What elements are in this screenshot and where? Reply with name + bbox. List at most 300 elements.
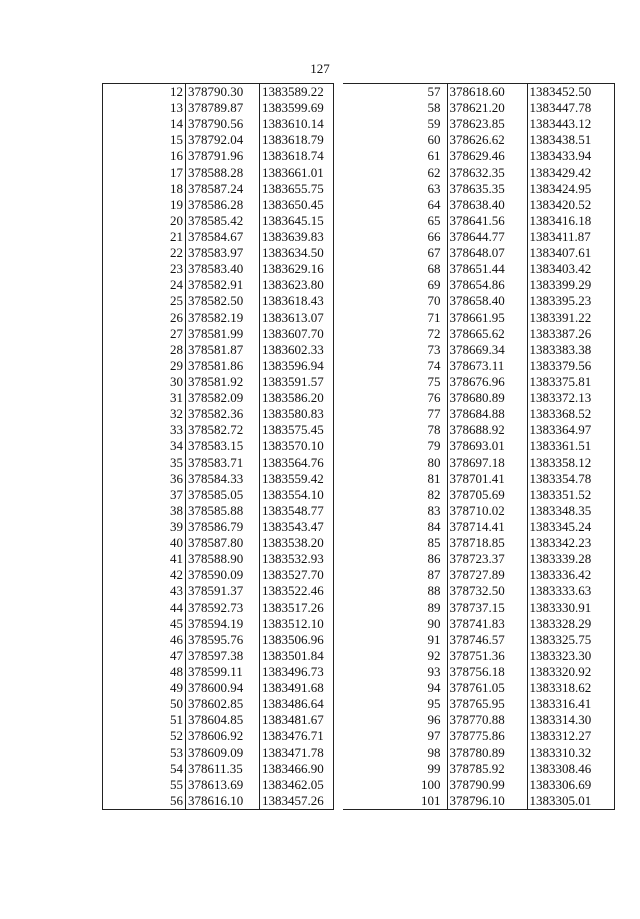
y-coordinate-cell: 1383447.78 [527, 100, 614, 116]
x-coordinate-cell: 378611.35 [186, 761, 260, 777]
table-row [343, 422, 614, 438]
table-row [103, 616, 334, 632]
y-coordinate-cell: 1383476.71 [260, 728, 334, 744]
point-number-cell: 41 [170, 551, 183, 567]
point-number-cell: 52 [170, 728, 183, 744]
x-coordinate-cell: 378581.92 [186, 374, 260, 390]
table-row [343, 438, 614, 454]
table-row [343, 229, 614, 245]
x-coordinate-cell: 378635.35 [447, 181, 527, 197]
x-coordinate-cell: 378638.40 [447, 197, 527, 213]
x-coordinate-cell: 378600.94 [186, 680, 260, 696]
y-coordinate-cell: 1383607.70 [260, 326, 334, 342]
x-coordinate-cell: 378584.33 [186, 471, 260, 487]
y-coordinate-cell: 1383345.24 [527, 519, 614, 535]
y-coordinate-cell: 1383416.18 [527, 213, 614, 229]
y-coordinate-cell: 1383554.10 [260, 487, 334, 503]
table-row [343, 487, 614, 503]
y-coordinate-cell: 1383559.42 [260, 471, 334, 487]
table-row [343, 310, 614, 326]
x-coordinate-cell: 378583.71 [186, 455, 260, 471]
point-number-cell: 15 [170, 132, 183, 148]
table-row [343, 535, 614, 551]
blank-cell [103, 793, 167, 810]
y-coordinate-cell: 1383452.50 [527, 84, 614, 101]
table-row [343, 358, 614, 374]
x-coordinate-cell: 378604.85 [186, 712, 260, 728]
table-row [103, 583, 334, 599]
x-coordinate-cell: 378613.69 [186, 777, 260, 793]
point-number-cell: 83 [427, 502, 441, 518]
y-coordinate-cell: 1383318.62 [527, 680, 614, 696]
x-coordinate-cell: 378594.19 [186, 616, 260, 632]
table-row [103, 84, 334, 101]
table-row [343, 390, 614, 406]
table-row [343, 100, 614, 116]
point-number-cell: 57 [427, 84, 441, 100]
table-row [103, 406, 334, 422]
x-coordinate-cell: 378586.79 [186, 519, 260, 535]
x-coordinate-cell: 378684.88 [447, 406, 527, 422]
y-coordinate-cell: 1383358.12 [527, 455, 614, 471]
table-row [343, 277, 614, 293]
x-coordinate-cell: 378718.85 [447, 535, 527, 551]
blank-cell [103, 777, 167, 793]
y-coordinate-cell: 1383323.30 [527, 648, 614, 664]
point-number-cell: 68 [427, 261, 441, 277]
y-coordinate-cell: 1383420.52 [527, 197, 614, 213]
x-coordinate-cell: 378583.40 [186, 261, 260, 277]
point-number-cell: 22 [170, 245, 183, 261]
y-coordinate-cell: 1383548.77 [260, 503, 334, 519]
x-coordinate-cell: 378710.02 [447, 503, 527, 519]
table-row [103, 310, 334, 326]
point-number-cell: 78 [427, 422, 441, 438]
blank-cell [103, 245, 167, 261]
point-number-cell: 24 [170, 277, 183, 293]
blank-cell [103, 132, 167, 148]
point-number-cell: 39 [170, 519, 183, 534]
y-coordinate-cell: 1383316.41 [527, 696, 614, 712]
coordinates-table-right [343, 83, 615, 810]
blank-cell [103, 744, 167, 760]
y-coordinate-cell: 1383639.83 [260, 229, 334, 245]
blank-cell [103, 116, 167, 132]
table-row [343, 648, 614, 664]
point-number-cell: 85 [427, 535, 441, 551]
table-row [343, 761, 614, 777]
y-coordinate-cell: 1383433.94 [527, 148, 614, 164]
y-coordinate-cell: 1383328.29 [527, 616, 614, 632]
table-row [343, 793, 614, 810]
point-number-cell: 60 [427, 132, 441, 148]
x-coordinate-cell: 378584.67 [186, 229, 260, 245]
x-coordinate-cell: 378585.42 [186, 213, 260, 229]
table-row [103, 471, 334, 487]
table-row [103, 197, 334, 213]
point-number-cell: 80 [427, 454, 441, 470]
table-row [103, 744, 334, 760]
y-coordinate-cell: 1383599.69 [260, 100, 334, 116]
x-coordinate-cell: 378587.24 [186, 181, 260, 197]
blank-cell [103, 213, 167, 229]
table-row [343, 148, 614, 164]
y-coordinate-cell: 1383403.42 [527, 261, 614, 277]
blank-cell [103, 455, 167, 471]
y-coordinate-cell: 1383391.22 [527, 310, 614, 326]
y-coordinate-cell: 1383543.47 [260, 519, 334, 535]
blank-cell [103, 422, 167, 438]
x-coordinate-cell: 378609.09 [186, 744, 260, 760]
y-coordinate-cell: 1383457.26 [260, 793, 334, 810]
point-number-cell: 82 [427, 486, 441, 502]
point-number-cell: 70 [427, 293, 441, 309]
table-row [103, 358, 334, 374]
y-coordinate-cell: 1383333.63 [527, 583, 614, 599]
table-row [343, 664, 614, 680]
table-row [343, 712, 614, 728]
table-row [343, 406, 614, 422]
y-coordinate-cell: 1383429.42 [527, 165, 614, 181]
point-number-cell: 50 [170, 696, 183, 712]
y-coordinate-cell: 1383596.94 [260, 358, 334, 374]
blank-cell [103, 696, 167, 712]
blank-cell [103, 390, 167, 406]
y-coordinate-cell: 1383580.83 [260, 406, 334, 422]
x-coordinate-cell: 378697.18 [447, 455, 527, 471]
x-coordinate-cell: 378701.41 [447, 471, 527, 487]
table-row [343, 84, 614, 101]
point-number-cell: 66 [427, 229, 441, 245]
point-number-cell: 73 [427, 341, 441, 357]
y-coordinate-cell: 1383623.80 [260, 277, 334, 293]
point-number-cell: 25 [170, 293, 183, 309]
y-coordinate-cell: 1383336.42 [527, 567, 614, 583]
point-number-cell: 38 [170, 502, 183, 518]
table-row [103, 567, 334, 583]
y-coordinate-cell: 1383522.46 [260, 583, 334, 599]
y-coordinate-cell: 1383310.32 [527, 744, 614, 760]
table-row [103, 728, 334, 744]
table-row [103, 503, 334, 519]
x-coordinate-cell: 378599.11 [186, 664, 260, 680]
blank-cell [103, 519, 167, 535]
table-row [103, 664, 334, 680]
table-row [103, 229, 334, 245]
table-row [343, 616, 614, 632]
x-coordinate-cell: 378606.92 [186, 728, 260, 744]
y-coordinate-cell: 1383570.10 [260, 438, 334, 454]
x-coordinate-cell: 378796.10 [447, 793, 527, 810]
coordinates-table-left [102, 83, 334, 810]
blank-cell [103, 100, 167, 116]
x-coordinate-cell: 378581.87 [186, 342, 260, 358]
x-coordinate-cell: 378727.89 [447, 567, 527, 583]
point-number-cell: 63 [427, 180, 441, 196]
point-number-cell: 43 [170, 583, 183, 599]
y-coordinate-cell: 1383330.91 [527, 600, 614, 616]
right-table-body [343, 84, 614, 810]
y-coordinate-cell: 1383602.33 [260, 342, 334, 358]
point-number-cell: 56 [170, 792, 183, 808]
blank-cell [103, 374, 167, 390]
table-row [103, 761, 334, 777]
table-row [103, 648, 334, 664]
point-number-cell: 96 [427, 712, 441, 728]
blank-cell [103, 438, 167, 454]
x-coordinate-cell: 378723.37 [447, 551, 527, 567]
y-coordinate-cell: 1383613.07 [260, 310, 334, 326]
x-coordinate-cell: 378792.04 [186, 132, 260, 148]
y-coordinate-cell: 1383618.74 [260, 148, 334, 164]
x-coordinate-cell: 378732.50 [447, 583, 527, 599]
blank-cell [103, 600, 167, 616]
x-coordinate-cell: 378618.60 [447, 84, 527, 101]
x-coordinate-cell: 378661.95 [447, 310, 527, 326]
table-row [103, 181, 334, 197]
y-coordinate-cell: 1383634.50 [260, 245, 334, 261]
point-number-cell: 67 [427, 245, 441, 261]
y-coordinate-cell: 1383586.20 [260, 390, 334, 406]
table-row [343, 600, 614, 616]
x-coordinate-cell: 378790.30 [186, 84, 260, 101]
blank-cell [103, 277, 167, 293]
x-coordinate-cell: 378665.62 [447, 326, 527, 342]
table-row [103, 132, 334, 148]
point-number-cell: 14 [170, 116, 183, 132]
table-row [103, 261, 334, 277]
table-row [343, 132, 614, 148]
table-row [103, 165, 334, 181]
table-row [343, 197, 614, 213]
y-coordinate-cell: 1383325.75 [527, 632, 614, 648]
x-coordinate-cell: 378588.28 [186, 165, 260, 181]
blank-cell [103, 326, 167, 342]
point-number-cell: 59 [427, 116, 441, 132]
table-row [103, 600, 334, 616]
x-coordinate-cell: 378790.99 [447, 777, 527, 793]
x-coordinate-cell: 378582.91 [186, 277, 260, 293]
blank-cell [103, 761, 167, 777]
y-coordinate-cell: 1383512.10 [260, 616, 334, 632]
point-number-cell: 40 [170, 535, 183, 551]
y-coordinate-cell: 1383438.51 [527, 132, 614, 148]
point-number-cell: 91 [427, 631, 441, 647]
x-coordinate-cell: 378595.76 [186, 632, 260, 648]
blank-cell [103, 712, 167, 728]
point-number-cell: 76 [427, 390, 441, 406]
blank-cell [103, 165, 167, 181]
table-row [343, 519, 614, 535]
point-number-cell: 98 [427, 744, 441, 760]
x-coordinate-cell: 378746.57 [447, 632, 527, 648]
x-coordinate-cell: 378680.89 [447, 390, 527, 406]
x-coordinate-cell: 378676.96 [447, 374, 527, 390]
y-coordinate-cell: 1383481.67 [260, 712, 334, 728]
point-number-cell: 32 [170, 406, 183, 422]
point-number-cell: 86 [427, 551, 441, 567]
y-coordinate-cell: 1383379.56 [527, 358, 614, 374]
y-coordinate-cell: 1383306.69 [527, 777, 614, 793]
y-coordinate-cell: 1383538.20 [260, 535, 334, 551]
x-coordinate-cell: 378688.92 [447, 422, 527, 438]
point-number-cell: 35 [170, 454, 183, 470]
y-coordinate-cell: 1383308.46 [527, 761, 614, 777]
table-row [343, 326, 614, 342]
point-number-cell: 20 [170, 212, 183, 228]
y-coordinate-cell: 1383661.01 [260, 165, 334, 181]
x-coordinate-cell: 378741.83 [447, 616, 527, 632]
blank-cell [103, 487, 167, 503]
y-coordinate-cell: 1383506.96 [260, 632, 334, 648]
point-number-cell: 21 [170, 229, 183, 245]
table-row [343, 181, 614, 197]
table-row [343, 471, 614, 487]
table-row [343, 777, 614, 793]
x-coordinate-cell: 378590.09 [186, 567, 260, 583]
point-number-cell: 13 [170, 100, 183, 116]
point-number-cell: 36 [170, 470, 183, 486]
y-coordinate-cell: 1383618.43 [260, 293, 334, 309]
x-coordinate-cell: 378775.86 [447, 728, 527, 744]
y-coordinate-cell: 1383342.23 [527, 535, 614, 551]
y-coordinate-cell: 1383399.29 [527, 277, 614, 293]
blank-cell [103, 551, 167, 567]
table-row [343, 213, 614, 229]
point-number-cell: 95 [427, 696, 441, 712]
point-number-cell: 89 [427, 599, 441, 615]
blank-cell [103, 310, 167, 326]
table-row [343, 583, 614, 599]
point-number-cell: 87 [427, 567, 441, 583]
y-coordinate-cell: 1383351.52 [527, 487, 614, 503]
y-coordinate-cell: 1383591.57 [260, 374, 334, 390]
blank-cell [103, 229, 167, 245]
table-row [343, 342, 614, 358]
point-number-cell: 97 [427, 728, 441, 744]
y-coordinate-cell: 1383655.75 [260, 181, 334, 197]
y-coordinate-cell: 1383312.27 [527, 728, 614, 744]
table-row [103, 519, 334, 535]
point-number-cell: 93 [427, 663, 441, 679]
x-coordinate-cell: 378621.20 [447, 100, 527, 116]
x-coordinate-cell: 378705.69 [447, 487, 527, 503]
blank-cell [103, 84, 167, 101]
left-table-body [103, 84, 334, 810]
table-row [343, 455, 614, 471]
point-number-cell: 19 [170, 196, 183, 212]
y-coordinate-cell: 1383496.73 [260, 664, 334, 680]
y-coordinate-cell: 1383645.15 [260, 213, 334, 229]
point-number-cell: 64 [427, 196, 441, 212]
y-coordinate-cell: 1383348.35 [527, 503, 614, 519]
x-coordinate-cell: 378765.95 [447, 696, 527, 712]
table-row [103, 696, 334, 712]
y-coordinate-cell: 1383466.90 [260, 761, 334, 777]
y-coordinate-cell: 1383532.93 [260, 551, 334, 567]
x-coordinate-cell: 378780.89 [447, 744, 527, 760]
point-number-cell: 16 [170, 148, 183, 164]
table-row [343, 696, 614, 712]
table-row [103, 438, 334, 454]
point-number-cell: 101 [421, 792, 441, 808]
x-coordinate-cell: 378586.28 [186, 197, 260, 213]
table-row [343, 245, 614, 261]
y-coordinate-cell: 1383361.51 [527, 438, 614, 454]
point-number-cell: 45 [170, 615, 183, 631]
y-coordinate-cell: 1383354.78 [527, 471, 614, 487]
table-row [103, 342, 334, 358]
point-number-cell: 88 [427, 583, 441, 599]
blank-cell [103, 728, 167, 744]
point-number-cell: 48 [170, 663, 183, 679]
blank-cell [103, 503, 167, 519]
x-coordinate-cell: 378626.62 [447, 132, 527, 148]
point-number-cell: 71 [427, 309, 441, 325]
x-coordinate-cell: 378761.05 [447, 680, 527, 696]
blank-cell [103, 535, 167, 551]
x-coordinate-cell: 378592.73 [186, 600, 260, 616]
x-coordinate-cell: 378582.36 [186, 406, 260, 422]
point-number-cell: 58 [427, 100, 441, 116]
point-number-cell: 53 [170, 744, 183, 760]
table-row [103, 148, 334, 164]
point-number-cell: 33 [170, 422, 183, 438]
y-coordinate-cell: 1383589.22 [260, 84, 334, 101]
blank-cell [103, 181, 167, 197]
point-number-cell: 92 [427, 647, 441, 663]
table-row [103, 551, 334, 567]
point-number-cell: 47 [170, 647, 183, 663]
table-row [103, 116, 334, 132]
point-number-cell: 51 [170, 712, 183, 728]
table-row [103, 245, 334, 261]
x-coordinate-cell: 378790.56 [186, 116, 260, 132]
point-number-cell: 84 [427, 519, 441, 534]
x-coordinate-cell: 378587.80 [186, 535, 260, 551]
blank-cell [103, 583, 167, 599]
table-row [343, 503, 614, 519]
blank-cell [103, 197, 167, 213]
x-coordinate-cell: 378654.86 [447, 277, 527, 293]
x-coordinate-cell: 378591.37 [186, 583, 260, 599]
y-coordinate-cell: 1383339.28 [527, 551, 614, 567]
point-number-cell: 55 [170, 776, 183, 792]
point-number-cell: 44 [170, 599, 183, 615]
table-row [103, 632, 334, 648]
x-coordinate-cell: 378581.86 [186, 358, 260, 374]
point-number-cell: 62 [427, 164, 441, 180]
point-number-cell: 12 [170, 84, 183, 100]
x-coordinate-cell: 378582.09 [186, 390, 260, 406]
x-coordinate-cell: 378737.15 [447, 600, 527, 616]
blank-cell [103, 632, 167, 648]
x-coordinate-cell: 378629.46 [447, 148, 527, 164]
blank-cell [103, 261, 167, 277]
table-row [103, 390, 334, 406]
table-row [103, 326, 334, 342]
y-coordinate-cell: 1383314.30 [527, 712, 614, 728]
x-coordinate-cell: 378785.92 [447, 761, 527, 777]
x-coordinate-cell: 378751.36 [447, 648, 527, 664]
point-number-cell: 46 [170, 631, 183, 647]
x-coordinate-cell: 378582.19 [186, 310, 260, 326]
blank-cell [103, 648, 167, 664]
y-coordinate-cell: 1383462.05 [260, 777, 334, 793]
x-coordinate-cell: 378582.50 [186, 293, 260, 309]
y-coordinate-cell: 1383610.14 [260, 116, 334, 132]
x-coordinate-cell: 378588.90 [186, 551, 260, 567]
